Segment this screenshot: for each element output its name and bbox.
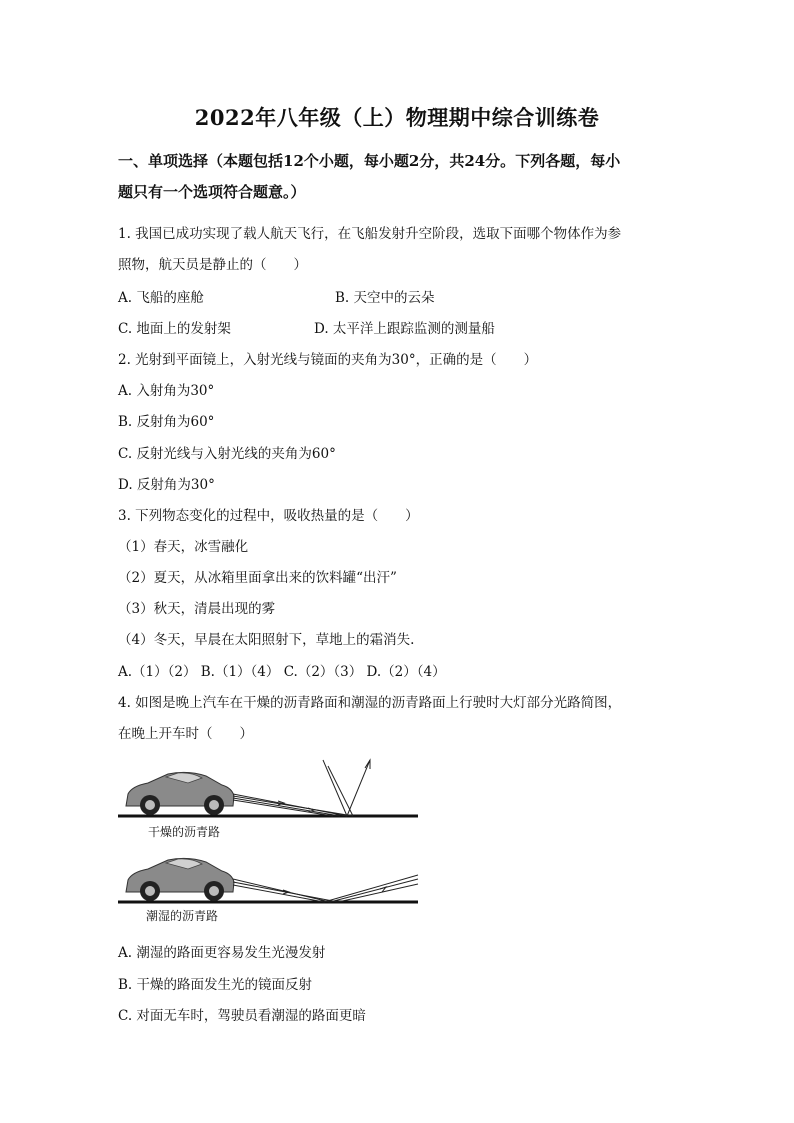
headlight-light-path-figure — [118, 752, 428, 928]
wet-road-caption: 潮湿的沥青路 — [146, 909, 219, 923]
q3-item-2: （2）夏天，从冰箱里面拿出来的饮料罐“出汗” — [118, 570, 397, 586]
q3-item-4: （4）冬天，早晨在太阳照射下，草地上的霜消失. — [118, 632, 415, 648]
q1-option-a: A. 飞船的座舱 — [118, 290, 204, 306]
q3-stem: 3. 下列物态变化的过程中，吸收热量的是（ ） — [118, 508, 419, 524]
q2-option-d: D. 反射角为30° — [118, 477, 215, 493]
q4-option-a: A. 潮湿的路面更容易发生光漫发射 — [118, 945, 326, 961]
q2-option-c: C. 反射光线与入射光线的夹角为60° — [118, 446, 336, 462]
q3-choices: A.（1）（2） B.（1）（4） C.（2）（3） D.（2）（4） — [118, 664, 446, 680]
wet-road-panel — [118, 858, 418, 923]
q2-stem: 2. 光射到平面镜上，入射光线与镜面的夹角为30°，正确的是（ ） — [118, 352, 538, 368]
q3-item-3: （3）秋天，清晨出现的雾 — [118, 601, 276, 617]
wet-light-rays — [233, 875, 418, 902]
car-icon — [126, 772, 234, 815]
section-heading-line1: 一、单项选择（本题包括12个小题，每小题2分，共24分。下列各题，每小 — [118, 152, 621, 170]
section-heading — [118, 146, 688, 208]
q1-option-d: D. 太平洋上跟踪监测的测量船 — [314, 321, 495, 337]
q4-stem-line2: 在晚上开车时（ ） — [118, 726, 253, 742]
car-icon — [126, 858, 234, 901]
dry-light-rays — [233, 760, 370, 816]
page-title: 2022年八年级（上）物理期中综合训练卷 — [194, 105, 600, 130]
q4-option-c: C. 对面无车时，驾驶员看潮湿的路面更暗 — [118, 1008, 366, 1024]
q4-option-b: B. 干燥的路面发生光的镜面反射 — [118, 977, 313, 993]
section-heading-line2: 题只有一个选项符合题意。） — [118, 183, 306, 201]
q1-stem-line1: 1. 我国已成功实现了载人航天飞行，在飞船发射升空阶段，选取下面哪个物体作为参 — [118, 226, 622, 242]
q1-stem-line2: 照物，航天员是静止的（ ） — [118, 257, 307, 273]
q2-option-a: A. 入射角为30° — [118, 383, 215, 399]
q2-option-b: B. 反射角为60° — [118, 414, 215, 430]
q1-option-b: B. 天空中的云朵 — [335, 290, 435, 306]
q1-option-c: C. 地面上的发射架 — [118, 321, 231, 337]
dry-road-panel — [118, 760, 418, 839]
q3-item-1: （1）春天，冰雪融化 — [118, 539, 249, 555]
dry-road-caption: 干燥的沥青路 — [148, 825, 221, 839]
q4-stem-line1: 4. 如图是晚上汽车在干燥的沥青路面和潮湿的沥青路面上行驶时大灯部分光路简图， — [118, 695, 622, 711]
